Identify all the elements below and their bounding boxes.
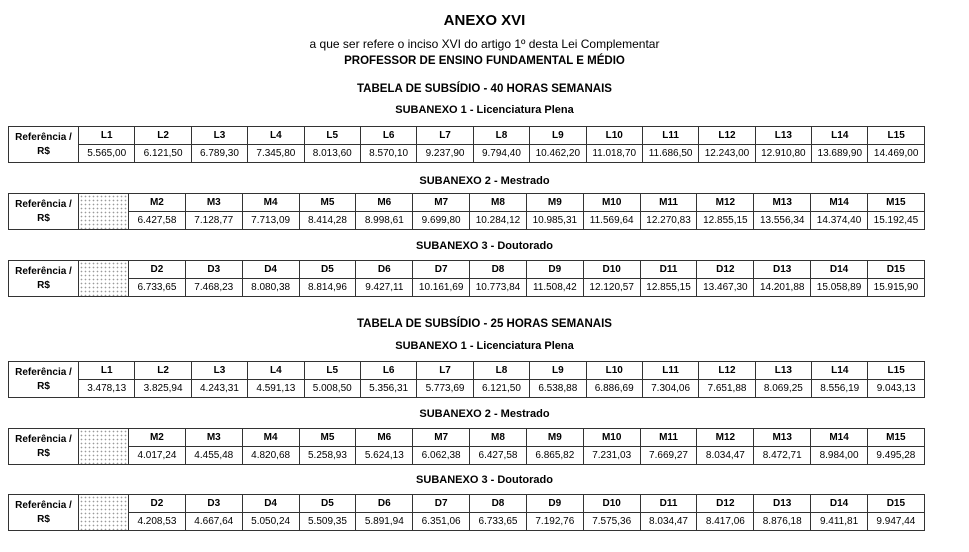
salary-value-cell: 4.017,24 [129, 447, 186, 465]
reference-label-text: Referência / [15, 198, 72, 210]
salary-value-cell: 8.570,10 [360, 145, 416, 163]
level-header-cell: L10 [586, 127, 642, 145]
salary-value-cell: 15.915,90 [867, 279, 924, 297]
level-header-cell: L14 [812, 362, 868, 380]
level-header-cell: D11 [640, 261, 697, 279]
salary-value-cell: 8.414,28 [299, 212, 356, 230]
salary-value-cell: 7.575,36 [583, 513, 640, 531]
salary-value-cell: 7.231,03 [583, 447, 640, 465]
salary-value-cell: 9.043,13 [868, 380, 924, 398]
table-25h-sub1-title: SUBANEXO 1 - Licenciatura Plena [395, 340, 574, 352]
level-header-cell: M4 [242, 429, 299, 447]
salary-value-cell: 8.034,47 [697, 447, 754, 465]
level-header-cell: D3 [185, 261, 242, 279]
reference-label-text: Referência / [15, 265, 72, 277]
salary-value-cell: 7.192,76 [526, 513, 583, 531]
level-header-cell: D4 [242, 495, 299, 513]
level-header-cell: M12 [697, 429, 754, 447]
salary-value-cell: 7.468,23 [185, 279, 242, 297]
salary-value-cell: 5.050,24 [242, 513, 299, 531]
level-header-cell: M2 [129, 429, 186, 447]
table-row [9, 212, 925, 230]
level-header-cell: L14 [812, 127, 868, 145]
table-25h-sub2-title: SUBANEXO 2 - Mestrado [419, 408, 550, 420]
table-row [9, 127, 925, 145]
salary-value-cell: 5.565,00 [79, 145, 135, 163]
level-header-cell: M12 [697, 194, 754, 212]
salary-value-cell: 4.455,48 [185, 447, 242, 465]
salary-value-cell: 3.825,94 [135, 380, 191, 398]
salary-value-cell: 6.427,58 [129, 212, 186, 230]
salary-value-cell: 9.495,28 [867, 447, 924, 465]
salary-value-cell: 5.773,69 [417, 380, 473, 398]
level-header-cell: M7 [413, 429, 470, 447]
reference-label-text: Referência / [15, 433, 72, 445]
blank-dotted-cell [79, 495, 129, 531]
salary-value-cell: 8.034,47 [640, 513, 697, 531]
salary-value-cell: 6.538,88 [530, 380, 586, 398]
level-header-cell: M5 [299, 194, 356, 212]
salary-value-cell: 11.018,70 [586, 145, 642, 163]
level-header-cell: D7 [413, 261, 470, 279]
salary-value-cell: 4.591,13 [248, 380, 304, 398]
salary-value-cell: 11.569,64 [583, 212, 640, 230]
level-header-cell: L6 [360, 127, 416, 145]
blank-dotted-cell [79, 429, 129, 465]
blank-dotted-cell [79, 261, 129, 297]
salary-value-cell: 5.258,93 [299, 447, 356, 465]
salary-value-cell: 10.161,69 [413, 279, 470, 297]
blank-dotted-cell [79, 194, 129, 230]
salary-value-cell: 6.351,06 [413, 513, 470, 531]
level-header-cell: D12 [697, 261, 754, 279]
level-header-cell: L6 [360, 362, 416, 380]
reference-label [9, 362, 79, 398]
level-header-cell: L12 [699, 127, 755, 145]
table-row [9, 495, 925, 513]
level-header-cell: M7 [413, 194, 470, 212]
salary-table [8, 260, 925, 297]
currency-label: R$ [37, 447, 50, 459]
level-header-cell: M13 [754, 429, 811, 447]
salary-value-cell: 6.121,50 [135, 145, 191, 163]
level-header-cell: D13 [754, 261, 811, 279]
level-header-cell: M6 [356, 194, 413, 212]
salary-value-cell: 6.062,38 [413, 447, 470, 465]
level-header-cell: L5 [304, 127, 360, 145]
level-header-cell: D10 [583, 261, 640, 279]
salary-value-cell: 8.814,96 [299, 279, 356, 297]
level-header-cell: D15 [867, 495, 924, 513]
level-header-cell: L13 [755, 362, 811, 380]
level-header-cell: L2 [135, 127, 191, 145]
level-header-cell: L5 [304, 362, 360, 380]
salary-value-cell: 7.651,88 [699, 380, 755, 398]
level-header-cell: L15 [868, 362, 924, 380]
table-row [9, 194, 925, 212]
reference-label-text: Referência / [15, 131, 72, 143]
salary-table [8, 361, 925, 398]
level-header-cell: L10 [586, 362, 642, 380]
reference-label [9, 127, 79, 163]
level-header-cell: D9 [526, 261, 583, 279]
page-title: ANEXO XVI [443, 12, 526, 29]
salary-value-cell: 10.773,84 [470, 279, 527, 297]
level-header-cell: D6 [356, 261, 413, 279]
profession-title: PROFESSOR DE ENSINO FUNDAMENTAL E MÉDIO [344, 55, 625, 67]
salary-value-cell: 9.947,44 [867, 513, 924, 531]
salary-value-cell: 8.417,06 [697, 513, 754, 531]
salary-value-cell: 14.469,00 [868, 145, 924, 163]
salary-value-cell: 13.556,34 [754, 212, 811, 230]
salary-value-cell: 14.201,88 [754, 279, 811, 297]
salary-value-cell: 5.509,35 [299, 513, 356, 531]
level-header-cell: D8 [470, 495, 527, 513]
level-header-cell: M2 [129, 194, 186, 212]
salary-value-cell: 7.669,27 [640, 447, 697, 465]
level-header-cell: D5 [299, 495, 356, 513]
level-header-cell: D9 [526, 495, 583, 513]
reference-label [9, 261, 79, 297]
level-header-cell: M8 [470, 429, 527, 447]
table-25h-sub3-title: SUBANEXO 3 - Doutorado [416, 474, 553, 486]
level-header-cell: M14 [811, 194, 868, 212]
salary-value-cell: 10.462,20 [530, 145, 586, 163]
table-row [9, 261, 925, 279]
salary-value-cell: 4.667,64 [185, 513, 242, 531]
level-header-cell: M15 [867, 429, 924, 447]
reference-label-text: Referência / [15, 366, 72, 378]
level-header-cell: L1 [79, 127, 135, 145]
level-header-cell: D2 [129, 261, 186, 279]
level-header-cell: L9 [530, 127, 586, 145]
salary-value-cell: 10.985,31 [526, 212, 583, 230]
level-header-cell: M3 [185, 194, 242, 212]
salary-value-cell: 8.984,00 [811, 447, 868, 465]
salary-value-cell: 6.427,58 [470, 447, 527, 465]
salary-value-cell: 8.069,25 [755, 380, 811, 398]
level-header-cell: L15 [868, 127, 924, 145]
salary-value-cell: 13.467,30 [697, 279, 754, 297]
salary-value-cell: 6.733,65 [470, 513, 527, 531]
salary-value-cell: 8.876,18 [754, 513, 811, 531]
reference-label [9, 429, 79, 465]
salary-value-cell: 7.713,09 [242, 212, 299, 230]
level-header-cell: M3 [185, 429, 242, 447]
currency-label: R$ [37, 380, 50, 392]
table-row [9, 513, 925, 531]
reference-label-text: Referência / [15, 499, 72, 511]
salary-value-cell: 11.686,50 [642, 145, 698, 163]
level-header-cell: D15 [867, 261, 924, 279]
level-header-cell: D6 [356, 495, 413, 513]
salary-value-cell: 6.886,69 [586, 380, 642, 398]
salary-value-cell: 9.237,90 [417, 145, 473, 163]
level-header-cell: M13 [754, 194, 811, 212]
level-header-cell: D4 [242, 261, 299, 279]
salary-value-cell: 12.855,15 [640, 279, 697, 297]
level-header-cell: M11 [640, 429, 697, 447]
level-header-cell: D10 [583, 495, 640, 513]
level-header-cell: M10 [583, 194, 640, 212]
salary-value-cell: 12.270,83 [640, 212, 697, 230]
salary-value-cell: 8.080,38 [242, 279, 299, 297]
salary-table [8, 494, 925, 531]
salary-value-cell: 5.624,13 [356, 447, 413, 465]
level-header-cell: D11 [640, 495, 697, 513]
level-header-cell: L11 [642, 127, 698, 145]
salary-value-cell: 6.789,30 [191, 145, 247, 163]
level-header-cell: M15 [867, 194, 924, 212]
table-row [9, 362, 925, 380]
level-header-cell: L7 [417, 127, 473, 145]
salary-table [8, 126, 925, 163]
table-row [9, 279, 925, 297]
level-header-cell: M9 [526, 194, 583, 212]
salary-value-cell: 10.284,12 [470, 212, 527, 230]
currency-label: R$ [37, 513, 50, 525]
salary-value-cell: 15.058,89 [811, 279, 868, 297]
level-header-cell: M8 [470, 194, 527, 212]
level-header-cell: M10 [583, 429, 640, 447]
level-header-cell: L11 [642, 362, 698, 380]
level-header-cell: L9 [530, 362, 586, 380]
salary-value-cell: 5.891,94 [356, 513, 413, 531]
level-header-cell: M6 [356, 429, 413, 447]
salary-value-cell: 5.356,31 [360, 380, 416, 398]
level-header-cell: D8 [470, 261, 527, 279]
salary-value-cell: 8.472,71 [754, 447, 811, 465]
level-header-cell: D2 [129, 495, 186, 513]
salary-value-cell: 6.121,50 [473, 380, 529, 398]
level-header-cell: L4 [248, 362, 304, 380]
currency-label: R$ [37, 279, 50, 291]
table-40h-sub2-title: SUBANEXO 2 - Mestrado [419, 175, 550, 187]
level-header-cell: D3 [185, 495, 242, 513]
table-25h-title: TABELA DE SUBSÍDIO - 25 HORAS SEMANAIS [357, 318, 612, 330]
reference-label [9, 194, 79, 230]
table-40h-sub1-title: SUBANEXO 1 - Licenciatura Plena [395, 104, 574, 116]
salary-value-cell: 7.345,80 [248, 145, 304, 163]
salary-value-cell: 11.508,42 [526, 279, 583, 297]
level-header-cell: L3 [191, 362, 247, 380]
salary-table [8, 193, 925, 230]
table-row [9, 380, 925, 398]
level-header-cell: L8 [473, 362, 529, 380]
page-subtitle: a que ser refere o inciso XVI do artigo 1º desta Lei Complementar [309, 37, 660, 51]
salary-value-cell: 6.733,65 [129, 279, 186, 297]
salary-value-cell: 6.865,82 [526, 447, 583, 465]
salary-value-cell: 9.699,80 [413, 212, 470, 230]
level-header-cell: L2 [135, 362, 191, 380]
level-header-cell: M9 [526, 429, 583, 447]
level-header-cell: L13 [755, 127, 811, 145]
table-row [9, 429, 925, 447]
level-header-cell: D14 [811, 261, 868, 279]
level-header-cell: L7 [417, 362, 473, 380]
salary-value-cell: 3.478,13 [79, 380, 135, 398]
salary-value-cell: 12.855,15 [697, 212, 754, 230]
level-header-cell: L8 [473, 127, 529, 145]
currency-label: R$ [37, 145, 50, 157]
salary-value-cell: 4.208,53 [129, 513, 186, 531]
level-header-cell: M14 [811, 429, 868, 447]
salary-value-cell: 12.120,57 [583, 279, 640, 297]
salary-value-cell: 8.556,19 [812, 380, 868, 398]
level-header-cell: M11 [640, 194, 697, 212]
level-header-cell: D12 [697, 495, 754, 513]
level-header-cell: L4 [248, 127, 304, 145]
salary-value-cell: 8.998,61 [356, 212, 413, 230]
salary-value-cell: 5.008,50 [304, 380, 360, 398]
salary-value-cell: 7.128,77 [185, 212, 242, 230]
level-header-cell: D7 [413, 495, 470, 513]
salary-value-cell: 13.689,90 [812, 145, 868, 163]
table-row [9, 145, 925, 163]
salary-value-cell: 4.243,31 [191, 380, 247, 398]
salary-value-cell: 9.411,81 [811, 513, 868, 531]
salary-value-cell: 7.304,06 [642, 380, 698, 398]
salary-value-cell: 15.192,45 [867, 212, 924, 230]
salary-value-cell: 12.910,80 [755, 145, 811, 163]
level-header-cell: D13 [754, 495, 811, 513]
level-header-cell: M4 [242, 194, 299, 212]
table-40h-sub3-title: SUBANEXO 3 - Doutorado [416, 240, 553, 252]
level-header-cell: M5 [299, 429, 356, 447]
level-header-cell: L3 [191, 127, 247, 145]
salary-value-cell: 4.820,68 [242, 447, 299, 465]
level-header-cell: L1 [79, 362, 135, 380]
salary-table [8, 428, 925, 465]
table-40h-title: TABELA DE SUBSÍDIO - 40 HORAS SEMANAIS [357, 83, 612, 95]
currency-label: R$ [37, 212, 50, 224]
level-header-cell: D14 [811, 495, 868, 513]
salary-value-cell: 12.243,00 [699, 145, 755, 163]
level-header-cell: L12 [699, 362, 755, 380]
table-row [9, 447, 925, 465]
salary-value-cell: 9.794,40 [473, 145, 529, 163]
level-header-cell: D5 [299, 261, 356, 279]
reference-label [9, 495, 79, 531]
salary-value-cell: 9.427,11 [356, 279, 413, 297]
salary-value-cell: 14.374,40 [811, 212, 868, 230]
salary-value-cell: 8.013,60 [304, 145, 360, 163]
